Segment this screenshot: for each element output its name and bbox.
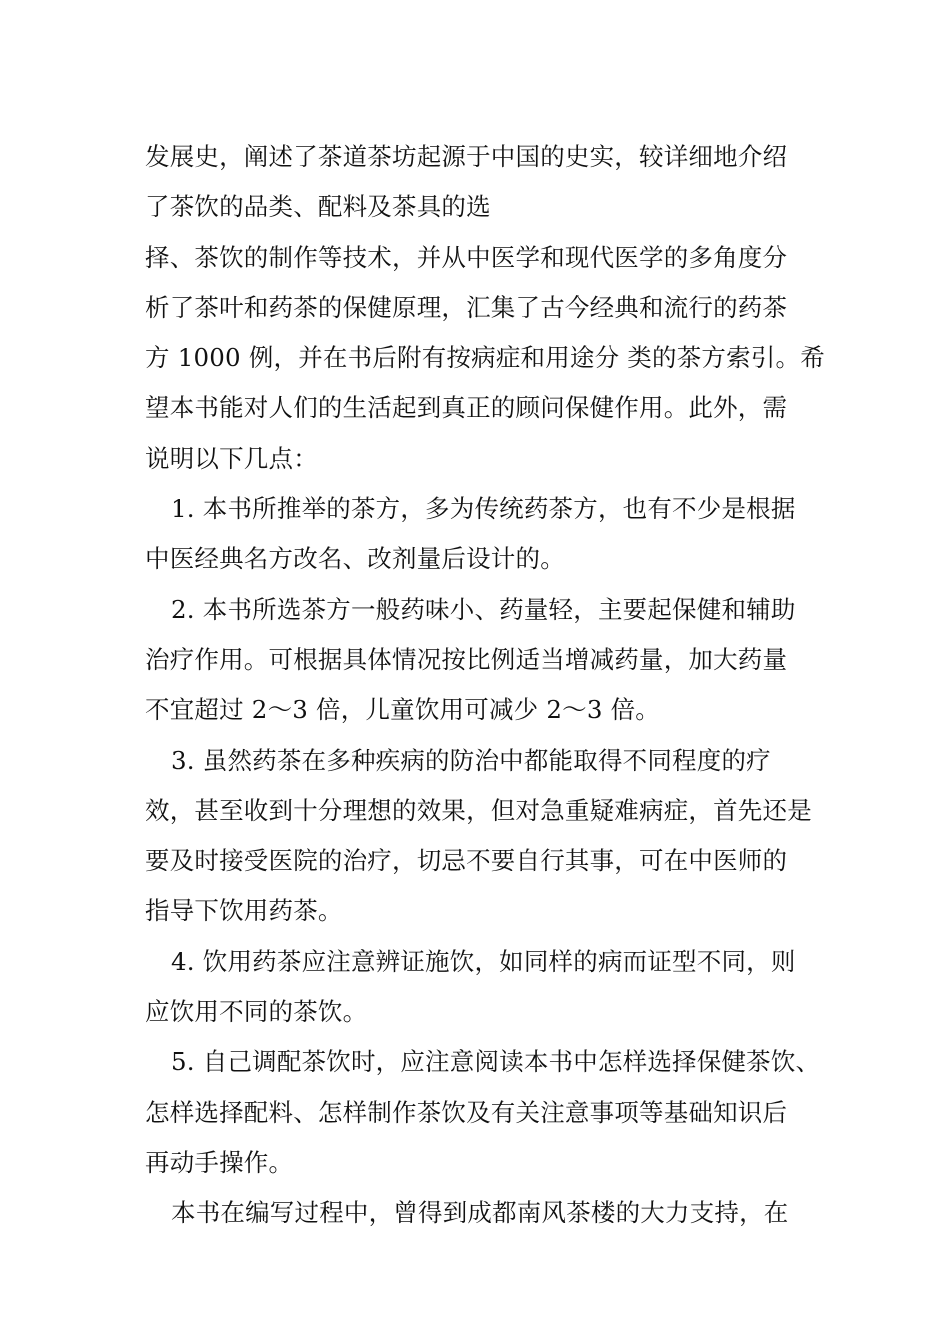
list-item-5: 5. 自己调配茶饮时，应注意阅读本书中怎样选择保健茶饮、 — [171, 1047, 821, 1077]
text-line: 再动手操作。 — [145, 1147, 294, 1177]
text-line: 发展史，阐述了茶道茶坊起源于中国的史实，较详细地介绍 — [145, 142, 788, 171]
list-item-1: 1. 本书所推举的茶方，多为传统药茶方，也有不少是根据 — [171, 494, 796, 524]
body-text — [145, 132, 825, 1239]
text-line: 中医经典名方改名、改剂量后设计的。 — [145, 544, 565, 574]
text-line: 治疗作用。可根据具体情况按比例适当增减药量，加大药量 — [145, 644, 788, 674]
text-line: 了茶饮的品类、配料及茶具的选 — [145, 192, 491, 222]
text-line: 析了茶叶和药茶的保健原理，汇集了古今经典和流行的药茶 — [145, 292, 788, 322]
text-line: 望本书能对人们的生活起到真正的顾问保健作用。此外，需 — [145, 393, 788, 423]
list-item-3: 3. 虽然药茶在多种疾病的防治中都能取得不同程度的疗 — [171, 745, 771, 775]
list-item-2: 2. 本书所选茶方一般药味小、药量轻，主要起保健和辅助 — [171, 594, 796, 624]
text-line: 不宜超过 2～3 倍，儿童饮用可减少 2～3 倍。 — [145, 695, 661, 725]
text-line: 择、茶饮的制作等技术，并从中医学和现代医学的多角度分 — [145, 242, 788, 272]
list-item-4: 4. 饮用药茶应注意辨证施饮，如同样的病而证型不同，则 — [171, 946, 796, 976]
closing-paragraph: 本书在编写过程中，曾得到成都南风茶楼的大力支持，在 — [171, 1198, 789, 1228]
text-line: 指导下饮用药茶。 — [145, 896, 343, 926]
text-line: 效，甚至收到十分理想的效果，但对急重疑难病症，首先还是 — [145, 795, 812, 825]
text-line: 方 1000 例，并在书后附有按病症和用途分 类的茶方索引。希 — [145, 343, 825, 373]
text-line: 说明以下几点： — [145, 443, 318, 473]
text-line: 要及时接受医院的治疗，切忌不要自行其事，可在中医师的 — [145, 846, 788, 876]
text-line: 应饮用不同的茶饮。 — [145, 997, 368, 1027]
text-line: 怎样选择配料、怎样制作茶饮及有关注意事项等基础知识后 — [145, 1097, 788, 1127]
